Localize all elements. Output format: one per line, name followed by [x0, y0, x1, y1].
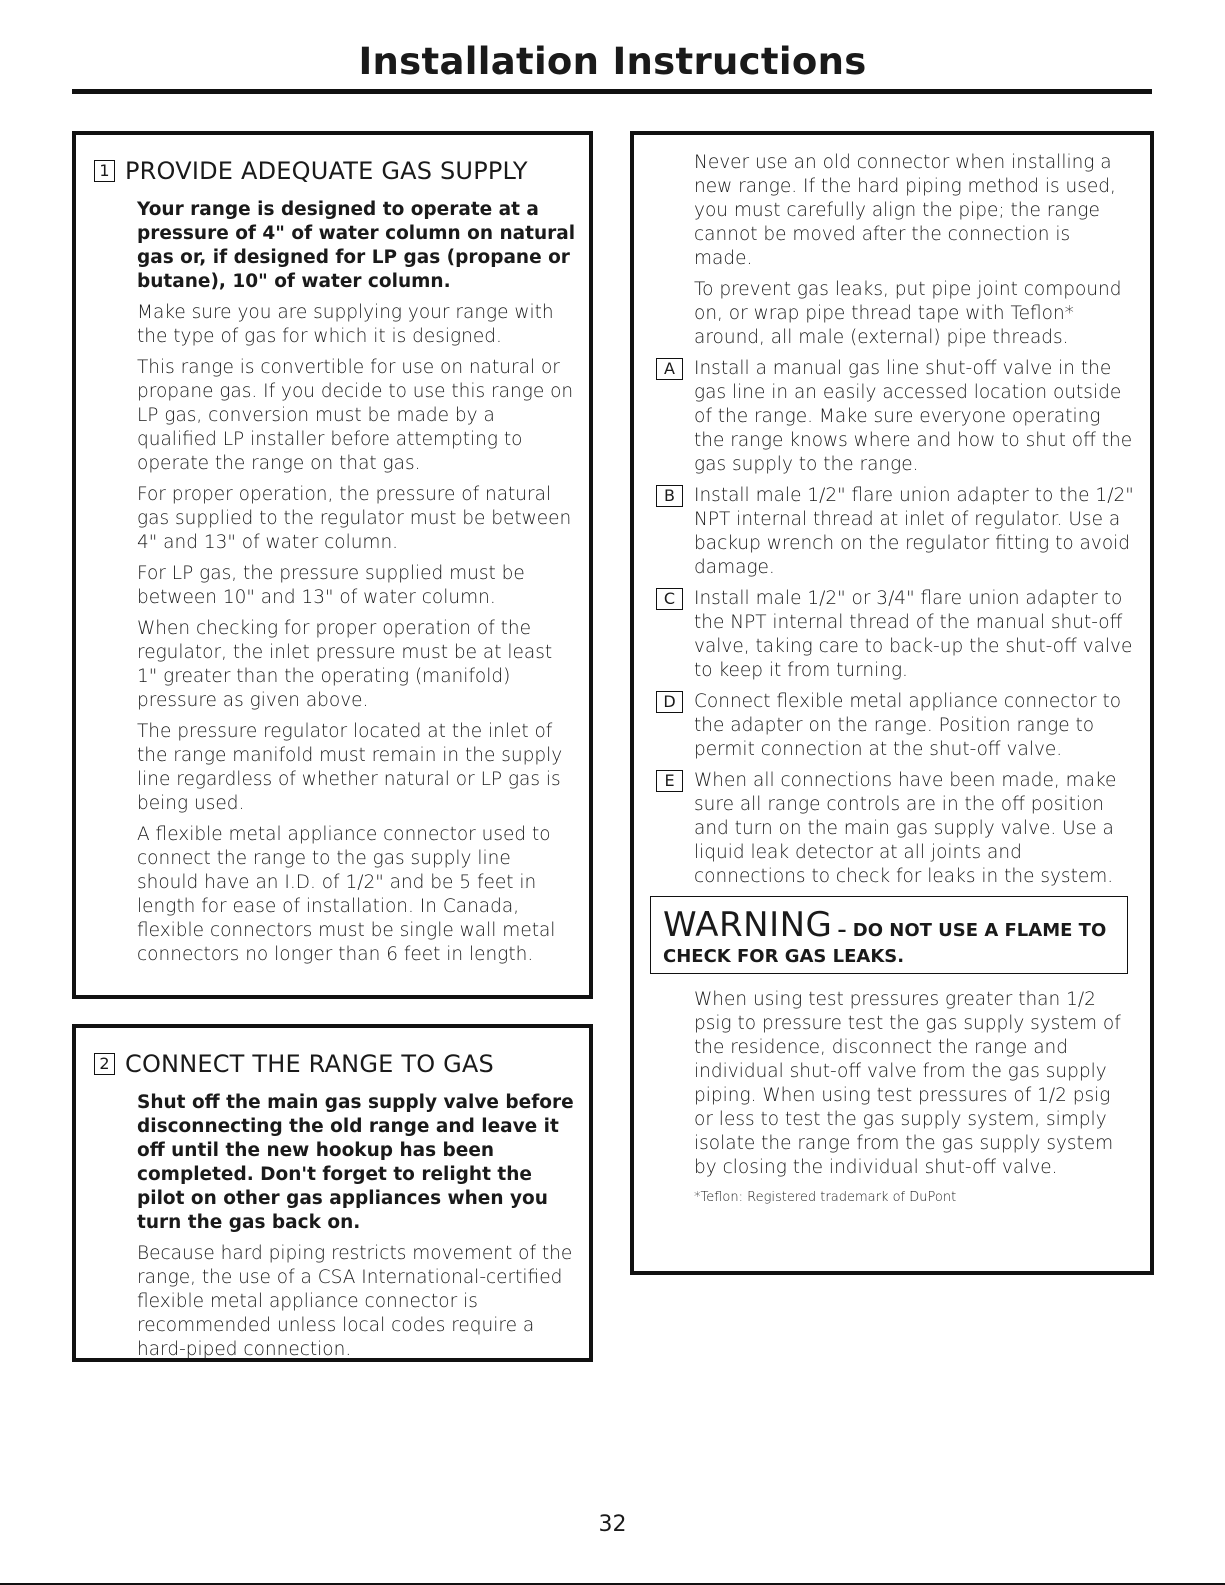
section-body — [137, 198, 577, 974]
paragraph: Never use an old connector when installing a new range. If the hard piping method is used, you must carefully align the pipe; the range cannot be moved after the connection is made. — [694, 152, 1116, 269]
step-a — [664, 357, 1134, 477]
step-letter-badge: A — [656, 358, 683, 380]
page-number: 32 — [598, 1512, 627, 1537]
paragraph: When using test pressures greater than 1/2 psig to pressure test the gas supply system of the residence, disconnect the range and individual shut-off valve from the gas supply piping. When using test pressures of 1/2 psig or less to test the gas supply system, simply isolate the range from the gas supply system by closing the individual shut-off valve. — [694, 989, 1121, 1178]
section-lead-text: Shut off the main gas supply valve before disconnecting the old range and leave it off until the new hookup has been completed. Don't forget to relight the pilot on other gas appliances when you turn the gas back on. — [137, 1092, 574, 1233]
step-text: Install a manual gas line shut-off valve in the gas line in an easily accessed location outside of the range. Make sure everyone operating the range knows where and how to shut off the gas supply to the range. — [694, 358, 1133, 475]
steps-body — [663, 151, 1134, 1205]
step-letter-badge: D — [656, 691, 683, 713]
paragraph: Because hard piping restricts movement of the range, the use of a CSA International-certified flexible metal appliance connector is recommended unless local codes require a hard-piped connection. — [137, 1243, 573, 1360]
footnote: *Teflon: Registered trademark of DuPont — [694, 1190, 957, 1205]
section-provide-gas-supply — [72, 131, 593, 999]
section-header — [94, 1050, 494, 1078]
title-divider — [72, 89, 1152, 94]
step-e — [664, 769, 1134, 889]
paragraph: The pressure regulator located at the inlet of the range manifold must remain in the supply line regardless of whether natural or LP gas is being used. — [137, 721, 563, 814]
paragraph: When checking for proper operation of the regulator, the inlet pressure must be at least 1" greater than the operating (manifold) pressure as given above. — [137, 618, 553, 711]
warning-text: – DO NOT USE A FLAME TO — [837, 920, 1107, 941]
step-b — [664, 484, 1134, 580]
paragraph: A flexible metal appliance connector used to connect the range to the gas supply line should have an I.D. of 1/2" and be 5 feet in length for ease of installation. In Canada, flexible connectors must be single wall metal connectors no longer than 6 feet in length. — [137, 824, 556, 965]
section-lead-text: Your range is designed to operate at a pressure of 4" of water column on natural gas or, if designed for LP gas (propane or butane), 10" of water column. — [137, 199, 576, 292]
warning-text-line2: CHECK FOR GAS LEAKS. — [663, 946, 905, 967]
section-title: PROVIDE ADEQUATE GAS SUPPLY — [125, 157, 528, 185]
section-title: CONNECT THE RANGE TO GAS — [125, 1050, 494, 1078]
step-text: Install male 1/2" or 3/4" flare union adapter to the NPT internal thread of the manual shut-off valve, taking care to back-up the shut-off valve to keep it from turning. — [694, 588, 1133, 681]
page-title: Installation Instructions — [358, 40, 867, 83]
section-number-badge: 1 — [94, 160, 115, 182]
step-d — [663, 690, 1134, 762]
step-text: Connect flexible metal appliance connector to the adapter on the range. Position range to permit connection at the shut-off valve. — [694, 691, 1122, 760]
paragraph: To prevent gas leaks, put pipe joint compound on, or wrap pipe thread tape with Teflon* around, all male (external) pipe threads. — [694, 279, 1122, 348]
step-letter-badge: E — [656, 770, 683, 792]
warning-title: WARNING — [663, 905, 833, 945]
warning-callout — [650, 896, 1128, 974]
section-connection-steps — [630, 131, 1154, 1275]
step-letter-badge: B — [656, 485, 683, 507]
step-text: When all connections have been made, make sure all range controls are in the off position and turn on the main gas supply valve. Use a liquid leak detector at all joints and connections to check for leaks in the system. — [694, 770, 1117, 887]
paragraph: Make sure you are supplying your range with the type of gas for which it is designed. — [137, 302, 554, 347]
paragraph: For LP gas, the pressure supplied must be between 10" and 13" of water column. — [137, 563, 525, 608]
step-letter-badge: C — [656, 588, 683, 610]
section-connect-range — [72, 1024, 593, 1362]
paragraph: This range is convertible for use on natural or propane gas. If you decide to use this range on LP gas, conversion must be made by a qualified LP installer before attempting to operate the range on that gas. — [137, 357, 574, 474]
paragraph: For proper operation, the pressure of natural gas supplied to the regulator must be between 4" and 13" of water column. — [137, 484, 572, 553]
section-number-badge: 2 — [94, 1053, 115, 1075]
step-c — [663, 587, 1134, 683]
section-header — [94, 157, 528, 185]
step-text: Install male 1/2" flare union adapter to the 1/2" NPT internal thread at inlet of regulator. Use a backup wrench on the regulator fitting to avoid damage. — [694, 485, 1134, 578]
section-body — [137, 1091, 577, 1369]
